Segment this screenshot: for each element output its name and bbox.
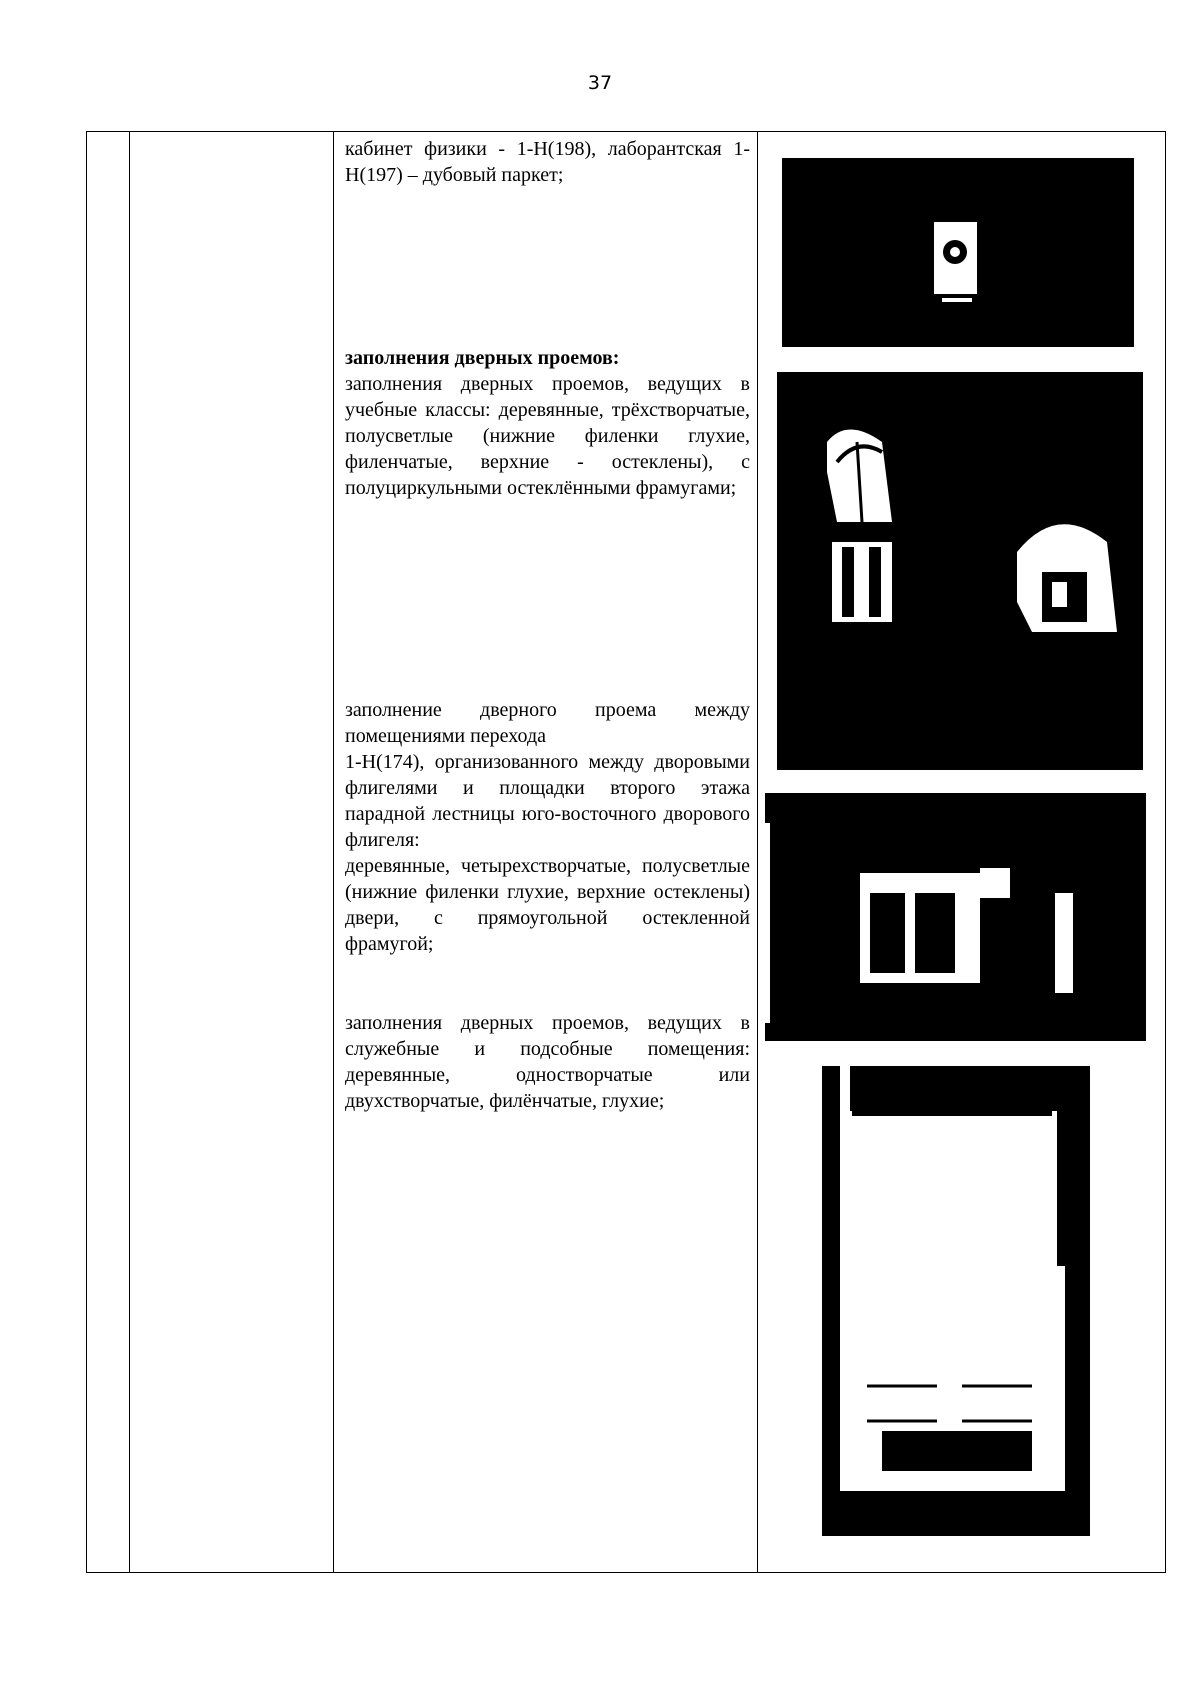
door-fillings-heading: заполнения дверных проемов:	[345, 347, 620, 369]
text-block-service-doors	[345, 1010, 750, 1114]
text-block-door-fillings	[345, 345, 750, 501]
door-fillings-classes-text: заполнения дверных проемов, ведущих в учебные классы: деревянные, трёхстворчатые, полусветлые (нижние филенки глухие, филенчатые, верхние - остеклены), с полуциркульными остеклёнными фрамугами;	[345, 373, 750, 499]
photo-passage-door	[765, 793, 1146, 1041]
photo-parquet-room	[782, 158, 1134, 347]
service-doors-text: заполнения дверных проемов, ведущих в служебные и подсобные помещения: деревянные, одностворчатые или двухстворчатые, филёнчатые, глухие;	[345, 1012, 750, 1112]
passage-door-line1: заполнение дверного проема между помещениями перехода	[345, 699, 750, 747]
text-block-parquet	[345, 136, 750, 188]
photo-service-door	[822, 1066, 1090, 1536]
column-divider-2	[333, 132, 334, 1572]
page-number: 37	[587, 72, 613, 94]
column-divider-1	[129, 132, 130, 1572]
passage-door-line3: деревянные, четырехстворчатые, полусветлые (нижние филенки глухие, верхние остеклены) двери, с прямоугольной остекленной фрамугой;	[345, 855, 750, 955]
column-divider-3	[757, 132, 758, 1572]
text-block-passage-door	[345, 697, 750, 957]
parquet-text: кабинет физики - 1-Н(198), лаборантская 1-Н(197) – дубовый паркет;	[345, 138, 750, 186]
photo-arched-doors	[777, 372, 1143, 770]
passage-door-line2: 1-Н(174), организованного между дворовыми флигелями и площадки второго этажа парадной лестницы юго-восточного дворового флигеля:	[345, 751, 750, 851]
